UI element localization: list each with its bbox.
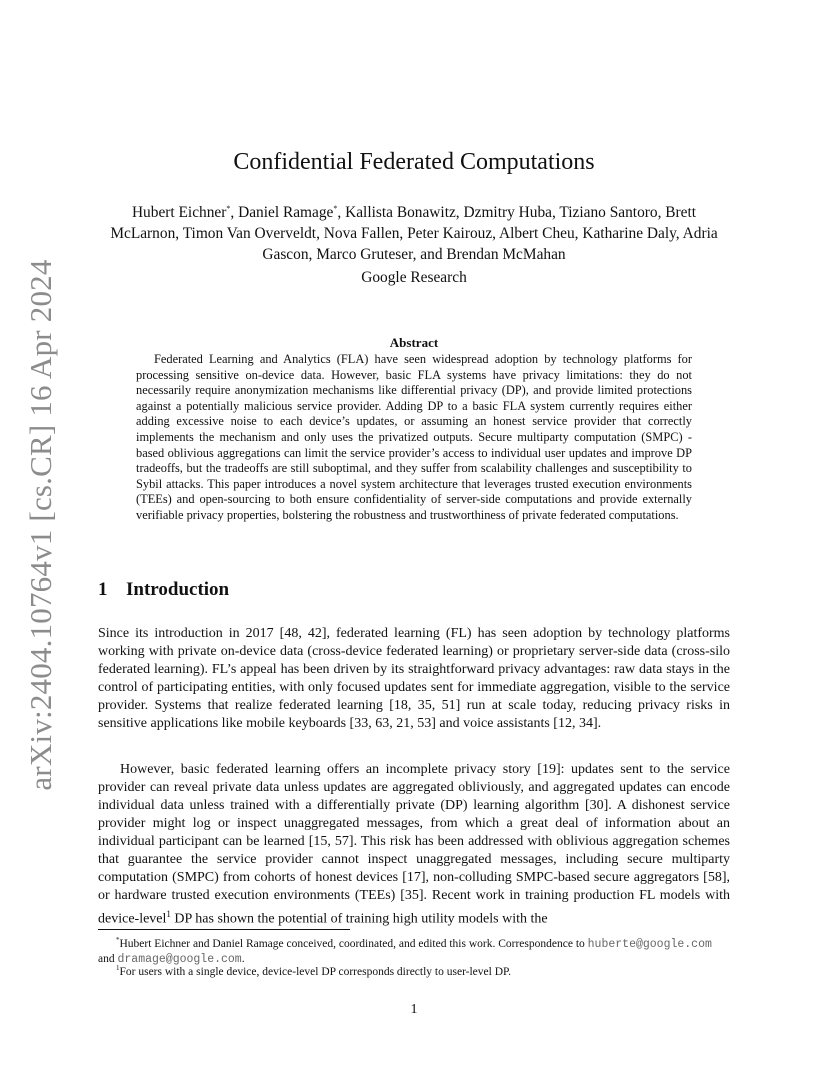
footnote-2	[98, 961, 730, 980]
arxiv-stamp-text: arXiv:2404.10764v1 [cs.CR] 16 Apr 2024	[23, 259, 58, 791]
footnote-1-and: and	[98, 952, 118, 965]
author-2-mark: *	[333, 204, 338, 213]
arxiv-stamp	[23, 259, 58, 791]
author-1-mark: *	[226, 204, 231, 213]
footnote-2-text: For users with a single device, device-level DP corresponds directly to user-level DP.	[119, 965, 512, 978]
paragraph-2-text: However, basic federated learning offers an incomplete privacy story [19]: updates sent to the service provider can reveal private data unless updates are aggregated obliviously, and aggregated updates can encode individual data unless trained with a differentially private (DP) learning algorithm [30]. A dishonest service provider might log or inspect unaggregated messages, from which a great deal of information about an individual participant can be learned [15, 57]. This risk has been addressed with oblivious aggregation schemes that guarantee the service provider cannot inspect unaggregated messages, including secure multiparty computation (SMPC) from cohorts of honest devices [17], non-colluding SMPC-based secure aggregators [58], or hardware trusted execution environments (TEEs) [35]. Recent work in training production FL models with device-level	[98, 762, 730, 927]
author-2: Daniel Ramage	[238, 204, 334, 222]
footnote-rule	[98, 929, 350, 930]
footnote-2-mark: 1	[116, 964, 120, 972]
footnote-ref-1[interactable]: 1	[166, 909, 171, 919]
footnote-1-end: .	[241, 952, 245, 965]
remaining-authors: , Kallista Bonawitz, Dzmitry Huba, Tiziano Santoro, Brett McLarnon, Timon Van Overveldt, Nova Fallen, Peter Kairouz, Albert Cheu, Katharine Daly, Adria Gascon, Marco Gruteser, and Brendan McMahan	[110, 204, 718, 264]
footnote-1-text: Hubert Eichner and Daniel Ramage conceived, coordinated, and edited this work. Correspondence to	[119, 937, 588, 950]
email-link-2[interactable]: dramage@google.com	[117, 952, 242, 966]
paragraph-1: Since its introduction in 2017 [48, 42], federated learning (FL) has seen adoption by technology platforms working with private on-device data (cross-device federated learning) or proprietary server-side data (cross-silo federated learning). FL’s appeal has been driven by its straightforward privacy advantages: raw data stays in the control of participating entities, with only focused updates sent for immediate aggregation, visible to the service provider. Systems that realize federated learning [18, 35, 51] run at scale today, reducing privacy risks in sensitive applications like mobile keyboards [33, 63, 21, 53] and voice assistants [12, 34].	[98, 626, 730, 731]
abstract-heading: Abstract	[389, 335, 439, 350]
author-separator: ,	[230, 204, 239, 222]
page-number: 1	[410, 1002, 418, 1017]
section-title: Introduction	[126, 579, 230, 600]
section-number: 1	[98, 579, 108, 600]
paper-title: Confidential Federated Computations	[233, 149, 595, 175]
author-1: Hubert Eichner	[131, 204, 227, 222]
email-link-1[interactable]: huberte@google.com	[587, 937, 712, 951]
footnote-1-mark: *	[116, 936, 120, 944]
abstract-text: Federated Learning and Analytics (FLA) have seen widespread adoption by technology platforms for processing sensitive on-device data. However, basic FLA systems have privacy limitations: they do not necessarily require anonymization mechanisms like differential privacy (DP), and provide limited protections against a potentially malicious service provider. Adding DP to a basic FLA system currently requires either adding excessive noise to each device’s updates, or assuming an honest service provider that correctly implements the mechanism and only uses the privatized outputs. Secure multiparty computation (SMPC) -based oblivious aggregations can limit the service provider’s access to individual user updates and improve DP tradeoffs, but the tradeoffs are still suboptimal, and they suffer from scalability challenges and susceptibility to Sybil attacks. This paper introduces a novel system architecture that leverages trusted execution environments (TEEs) and open-sourcing to both ensure confidentiality of server-side computations and provide externally verifiable privacy properties, bolstering the robustness and trustworthiness of private federated computations.	[136, 352, 692, 522]
author-list	[108, 198, 720, 265]
section-heading	[98, 579, 229, 601]
paragraph-2	[98, 761, 730, 929]
paragraph-2-continuation: DP has shown the potential of training high utility models with the	[170, 911, 548, 927]
affiliation: Google Research	[361, 269, 467, 286]
